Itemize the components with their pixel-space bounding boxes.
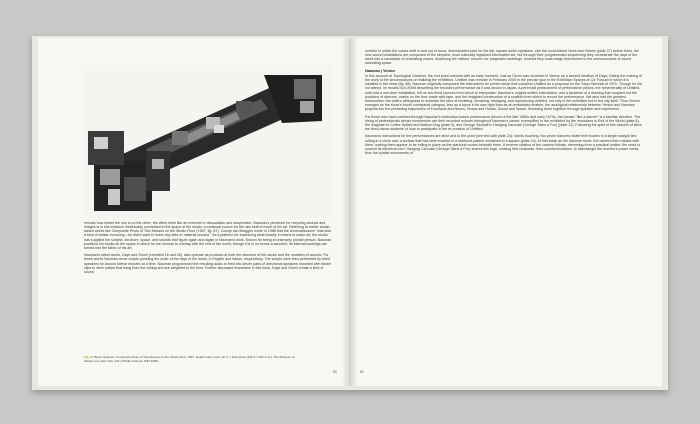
studio-floor-photo [86,65,332,219]
book-gutter [342,38,358,386]
right-paragraph-1: In this account of Topological Gardens, the end point coexists with an early moment. Just as Giorni was recorded in Venice as a second iteration of Days, linking the making of the work to the circumstances of realizing the exhibition, Untitled was remade in February 2009 in the precise spot in the Exhibition Spaces at Ca' Foscari in which it is installed in the show (fig. 68). Nauman originally composed the instructions for performance that comprise Untitled as a proposal for the Tokyo Biennial of 1970. Though he did not attend, he recalls Sol LeWitt describing the recorded performance as it was shown in Japan. A perennial predicament of performance pieces, the ephemerality of Untitled, until now a one-time installation, left us two fixed sources from which to interpolate: Nauman's original written instructions, and a facsimile of a drawing that roughed out the positions of dancers, marks on the floor made with tape, and the imagined construction of a scaffold from which to record the performance. We also had the greatest ammunition: the artist's willingness to entertain the idea of revisiting, remaking, restaging, and reproducing Untitled, not only in the exhibition but in the city itself. Thus Venice emerges as the show's fourth conceptual category, less as a topos in its own right than as an embedded enabler, the analogical relationship between Venice and Nauman projects into the preceding trajectories of Fountains and Neons, Heads and Hands, Sound and Space, threading them together through speaker and experience. [365,74,643,112]
left-paragraph-1: reveals how reliant the one is on the other; the video feels like an exercise in dissociation and suspension. Nauman's penchant for recycling sounds and images is in this instance inextricably connected to the space of the studio, a continual source for the raw stuff of much of his art. Referring to earlier studio-based works like Composite Photo of Two Messes on the Studio Floor (1967, fig. 67), Coosje van Bruggen wrote in 1988 that the reconnaissance "was also a kind of artistic economy—he didn't want to leave any idea or material unused." As a platform for examining what exactly it means to make art, the studio has supplied the subject, structure, space, and sounds that figure again and again in Nauman's work. Known for being an intensely private person, Nauman positions his studio as the space in which he can choose to overlap with the rest of the world, though it is in no sense a sanctum; its internal workings are turned into the fabric of his art. [84,221,332,250]
right-page [350,38,662,386]
figure-label: Fig. 67 [84,355,94,359]
right-paragraph-top: corridor in which the voices shift in and out of focus, disembodied save for the flat, square audio speakers. Like the word-based Vices and Virtues (plate 27) before them, the new sound installations are composed of the simplest, most culturally ingrained information set, but through their programmatic sequencing they orchestrate the days of the week into a cavalcade of undulating voices, dissolving the visitors' concern for pragmatic meanings. Instead they must resign themselves to the sensuousness of sound saturating space. [365,49,640,66]
section-heading: Nauman | Venice [365,68,396,73]
left-page [38,38,350,386]
page-number-left: 60 [333,370,337,374]
page-number-right: 61 [360,370,364,374]
figure-caption [84,356,304,364]
right-paragraph-3: Nauman's instructions for the performances are strict and to the point (see text with plate 24): hands touching, two prone dancers rotate their bodies in a single straight line, rolling in a circle over a surface that has been marked in a starburst pattern contained in a square (plate 24). At first static as the dancers move, the camera then rotates with them, making them appear to be rolling in place as the starburst moves beneath them. A reverse rotation of the camera follows, stemming from a practical matter: the need to unravel its electrical cord. Hanging Carousel (George Skins a Fox) shares this logic, rotating first clockwise, then counterclockwise, to disentangle the monitor's power cords; thus the spatial movements of [365,134,641,156]
left-paragraph-2: Nauman's latest works, Days and Giorni (checklist 16 and 25), also operate as products of both the structure of the studio and the mutation of sounds. For these works Nauman wrote scripts jumbling the order of the days of the week, in English and Italian, respectively. The scripts were then performed by hired speakers for around twelve minutes at a time. Nauman programmed the resulting audio to feed into seven pairs of directional speakers mounted with binder clips to steel cables that hang from the ceiling and are weighted to the floor. Further discussed elsewhere in this book, Days and Giorni create a kind of sound [84,253,332,274]
figure-caption-text: Bruce Nauman, Composite Photo of Two Messes on the Studio Floor, 1967. Gelatin silver print, 40 ½ × 119 inches (102.9 × 302.3 cm). The Museum of Modern Art, New York; Gift of Philip Johnson (635.1984) [84,355,295,363]
left-body-text [84,221,332,277]
right-paragraph-2: For those who have combed through Nauman's instruction-based performance pieces of the late 1960s and early 1970s, the phrase "like a dancer" is a familiar directive. The hiring of professionals whose movements are their recorded echoes throughout Nauman's career, exemplified in the exhibition by the musicians in End of the World (plate 6), the magician in Coffee Spilled and Balloon Dog (plate 3), and George Stumpff in Hanging Carousel (George Skins a Fox) (plate 12). Following the spirit of this division of labor, we hired dance students of Iuav to participate in the re-creation of Untitled. [365,114,643,132]
right-body-text [365,49,643,158]
